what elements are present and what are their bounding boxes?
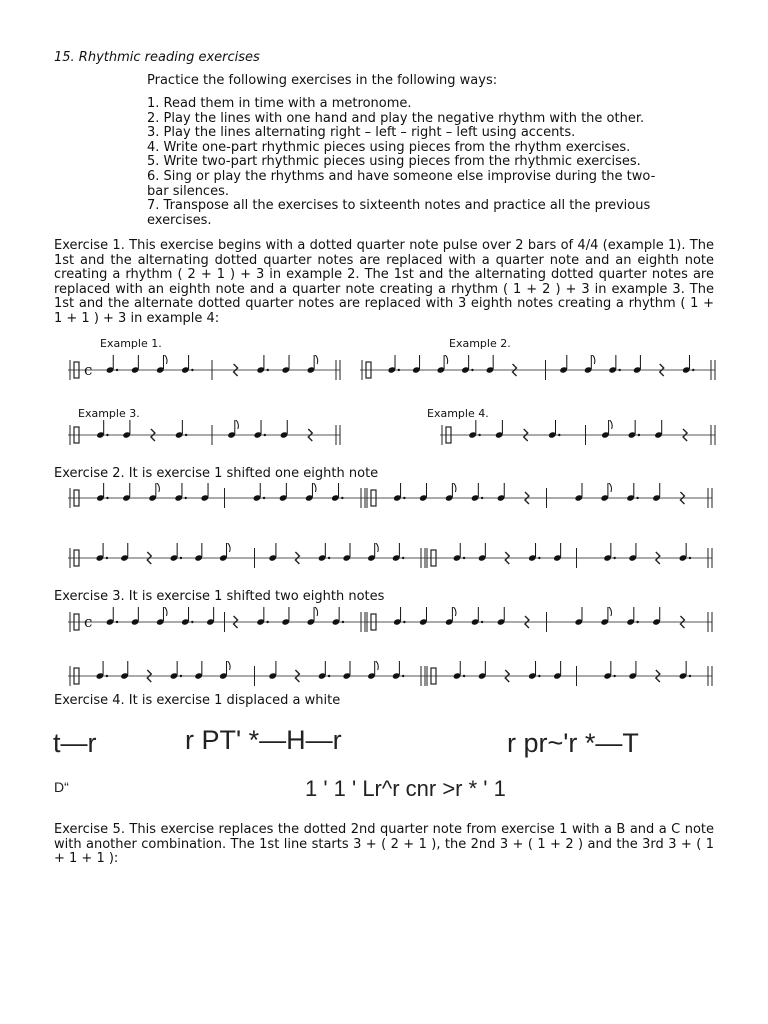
list-item: 2. Play the lines with one hand and play the negative rhythm with the other. (147, 110, 645, 126)
garbled-notation: r pr~'r *—T (507, 728, 639, 758)
practice-list (147, 97, 667, 228)
exercise3-heading: Exercise 3. It is exercise 1 shifted two eighth notes (54, 589, 385, 604)
example-label: Example 4. (427, 407, 489, 420)
list-item: 7. Transpose all the exercises to sixteenth notes and practice all the previous exercises. (147, 198, 651, 228)
time-signature: c (84, 361, 93, 379)
rhythm-staff (0, 420, 768, 450)
exercise5-paragraph: Exercise 5. This exercise replaces the dotted 2nd quarter note from exercise 1 with a B and a C note with another combination. The 1st line starts 3 + ( 2 + 1 ), the 2nd 3 + ( 1 + 2 ) and the 3rd 3 + ( 1 + 1 + 1 ): (54, 822, 714, 867)
exercise1-paragraph: Exercise 1. This exercise begins with a dotted quarter note pulse over 2 bars of 4/4 (example 1). The 1st and the alternating dotted quarter notes are replaced with a quarter note and an eighth note creating a rhythm ( 2 + 1 ) + 3 in example 2. The 1st and the alternating dotted quarter notes are replaced with an eighth note and a quarter note creating a rhythm ( 1 + 2 ) + 3 in example 3. The 1st and the alternate dotted quarter notes are replaced with 3 eighth notes creating a rhythm ( 1 + 1 + 1 ) + 3 in example 4: (54, 238, 714, 326)
intro-text: Practice the following exercises in the following ways: (147, 73, 498, 88)
time-signature: c (84, 613, 93, 631)
rhythm-staff (0, 483, 768, 513)
list-item: 4. Write one-part rhythmic pieces using pieces from the rhythm exercises. (147, 139, 631, 155)
rhythm-staff (0, 355, 768, 385)
example-label: Example 1. (100, 337, 162, 350)
list-item: 3. Play the lines alternating right – left – right – left using accents. (147, 125, 576, 141)
example-label: Example 2. (449, 337, 511, 350)
list-item: 5. Write two-part rhythmic pieces using pieces from the rhythmic exercises. (147, 154, 641, 170)
garbled-notation: t—r (53, 728, 97, 758)
list-item: 1. Read them in time with a metronome. (147, 96, 412, 111)
exercise2-heading: Exercise 2. It is exercise 1 shifted one eighth note (54, 466, 379, 481)
rhythm-staff (0, 607, 768, 637)
garbled-notation: r PT' *—H—r (185, 725, 342, 755)
garbled-notation: D“ (54, 779, 69, 795)
garbled-notation: 1 ' 1 ' Lr^r cnr >r * ' 1 (305, 776, 506, 801)
rhythm-staff (0, 543, 768, 573)
section-title: 15. Rhythmic reading exercises (54, 50, 260, 65)
exercise4-heading: Exercise 4. It is exercise 1 displaced a white (54, 693, 341, 708)
example-label: Example 3. (78, 407, 140, 420)
rhythm-staff (0, 661, 768, 691)
list-item: 6. Sing or play the rhythms and have someone else improvise during the two-bar silences. (147, 168, 656, 199)
